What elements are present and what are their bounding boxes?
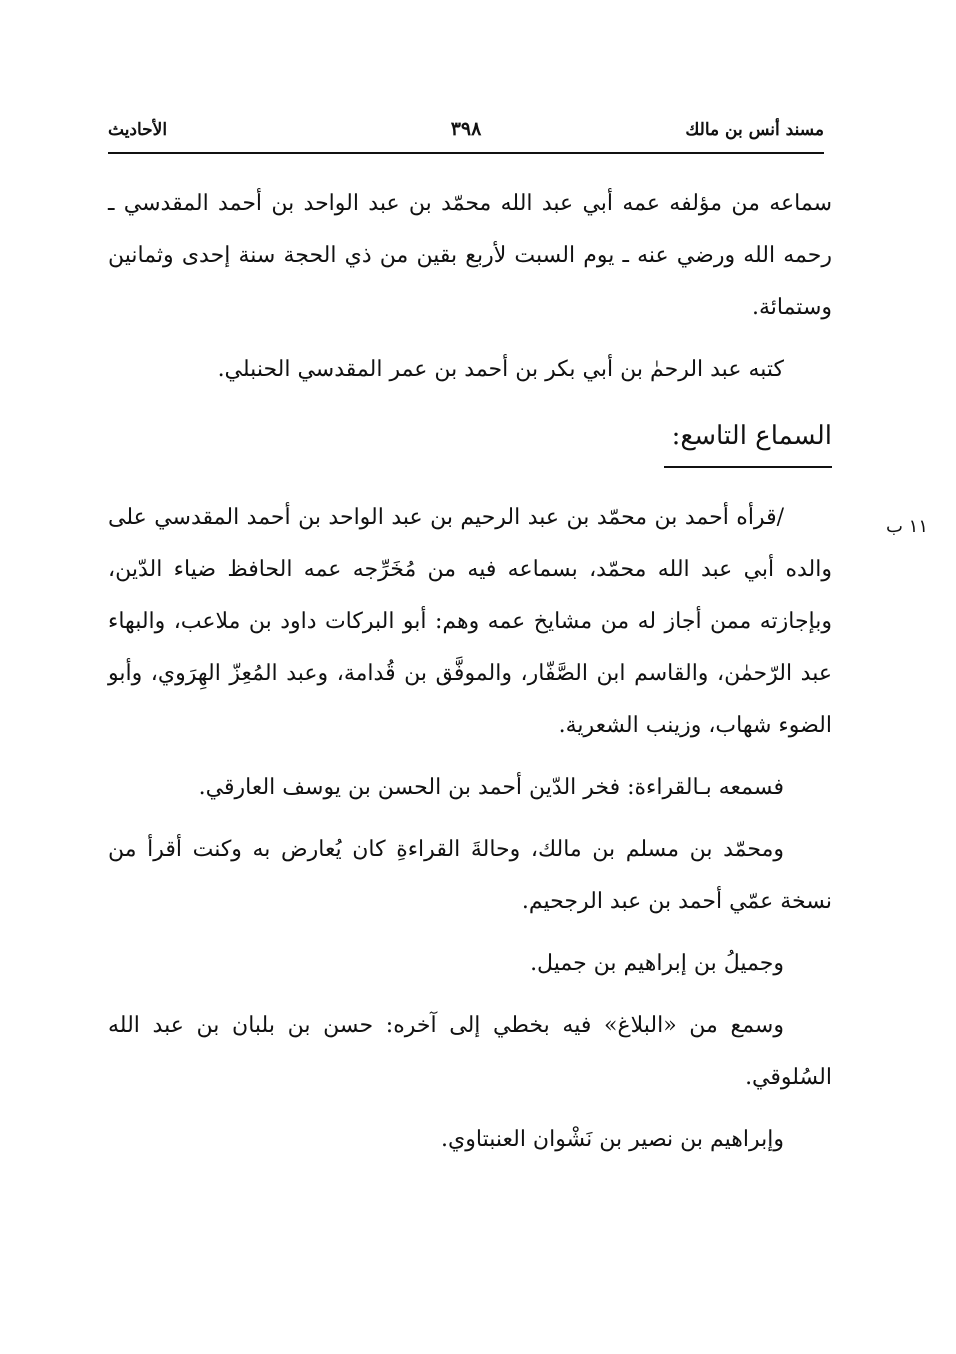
section-heading [108, 410, 832, 468]
book-title: مسند أنس بن مالك [685, 120, 824, 140]
paragraph-7: وسمع من «البلاغ» فيه بخطي إلى آخره: حسن بن بلبان بن عبد الله السُلوقي. [108, 1013, 832, 1090]
page-number: ٣٩٨ [450, 118, 482, 140]
paragraph-6: وجميلُ بن إبراهيم بن جميل. [530, 951, 784, 976]
paragraph-8: وإبراهيم بن نصير بن نَشْوان العنبتاوي. [441, 1127, 784, 1152]
paragraph-3: /قرأه أحمد بن محمّد بن عبد الرحيم بن عبد الواحد بن أحمد المقدسي على والده أبي عبد الله محمّد، بسماعه فيه من مُخَرِّجه عمه الحافظ ضياء الدّين، وبإجازته ممن أجاز له من مشايخ عمه وهم: أبو البركات داود بن ملاعب، والبهاء عبد الرّحمٰن، والقاسم ابن الصَّفّار، والموفَّق بن قُدامة، وعبد المُعِزّ الهِرَوي، وأبو الضوء شهاب، وزينب الشعرية. [108, 505, 832, 738]
page-header [108, 112, 824, 154]
paragraph-5: ومحمّد بن مسلم بن مالك، وحالةَ القراءةِ كان يُعارض به وكنت أقرأ من نسخة عمّي أحمد بن عبد الرجحيم. [108, 837, 832, 914]
section-heading-text: السماع التاسع: [664, 410, 832, 468]
section-title: الأحاديث [108, 120, 168, 140]
main-text [108, 178, 832, 1176]
paragraph-1: سماعه من مؤلفه عمه أبي عبد الله محمّد بن عبد الواحد بن أحمد المقدسي ـ رحمه الله ورضي عنه ـ يوم السبت لأربع بقين من ذي الحجة سنة إحدى وثمانين وستمائة. [108, 191, 832, 320]
paragraph-4: فسمعه بـالقراءة: فخر الدّين أحمد بن الحسن بن يوسف العارقي. [198, 775, 784, 800]
manuscript-folio-note: ١١ ب [885, 516, 928, 537]
paragraph-2: كتبه عبد الرحمٰ بن أبي بكر بن أحمد بن عمر المقدسي الحنبلي. [217, 357, 784, 382]
